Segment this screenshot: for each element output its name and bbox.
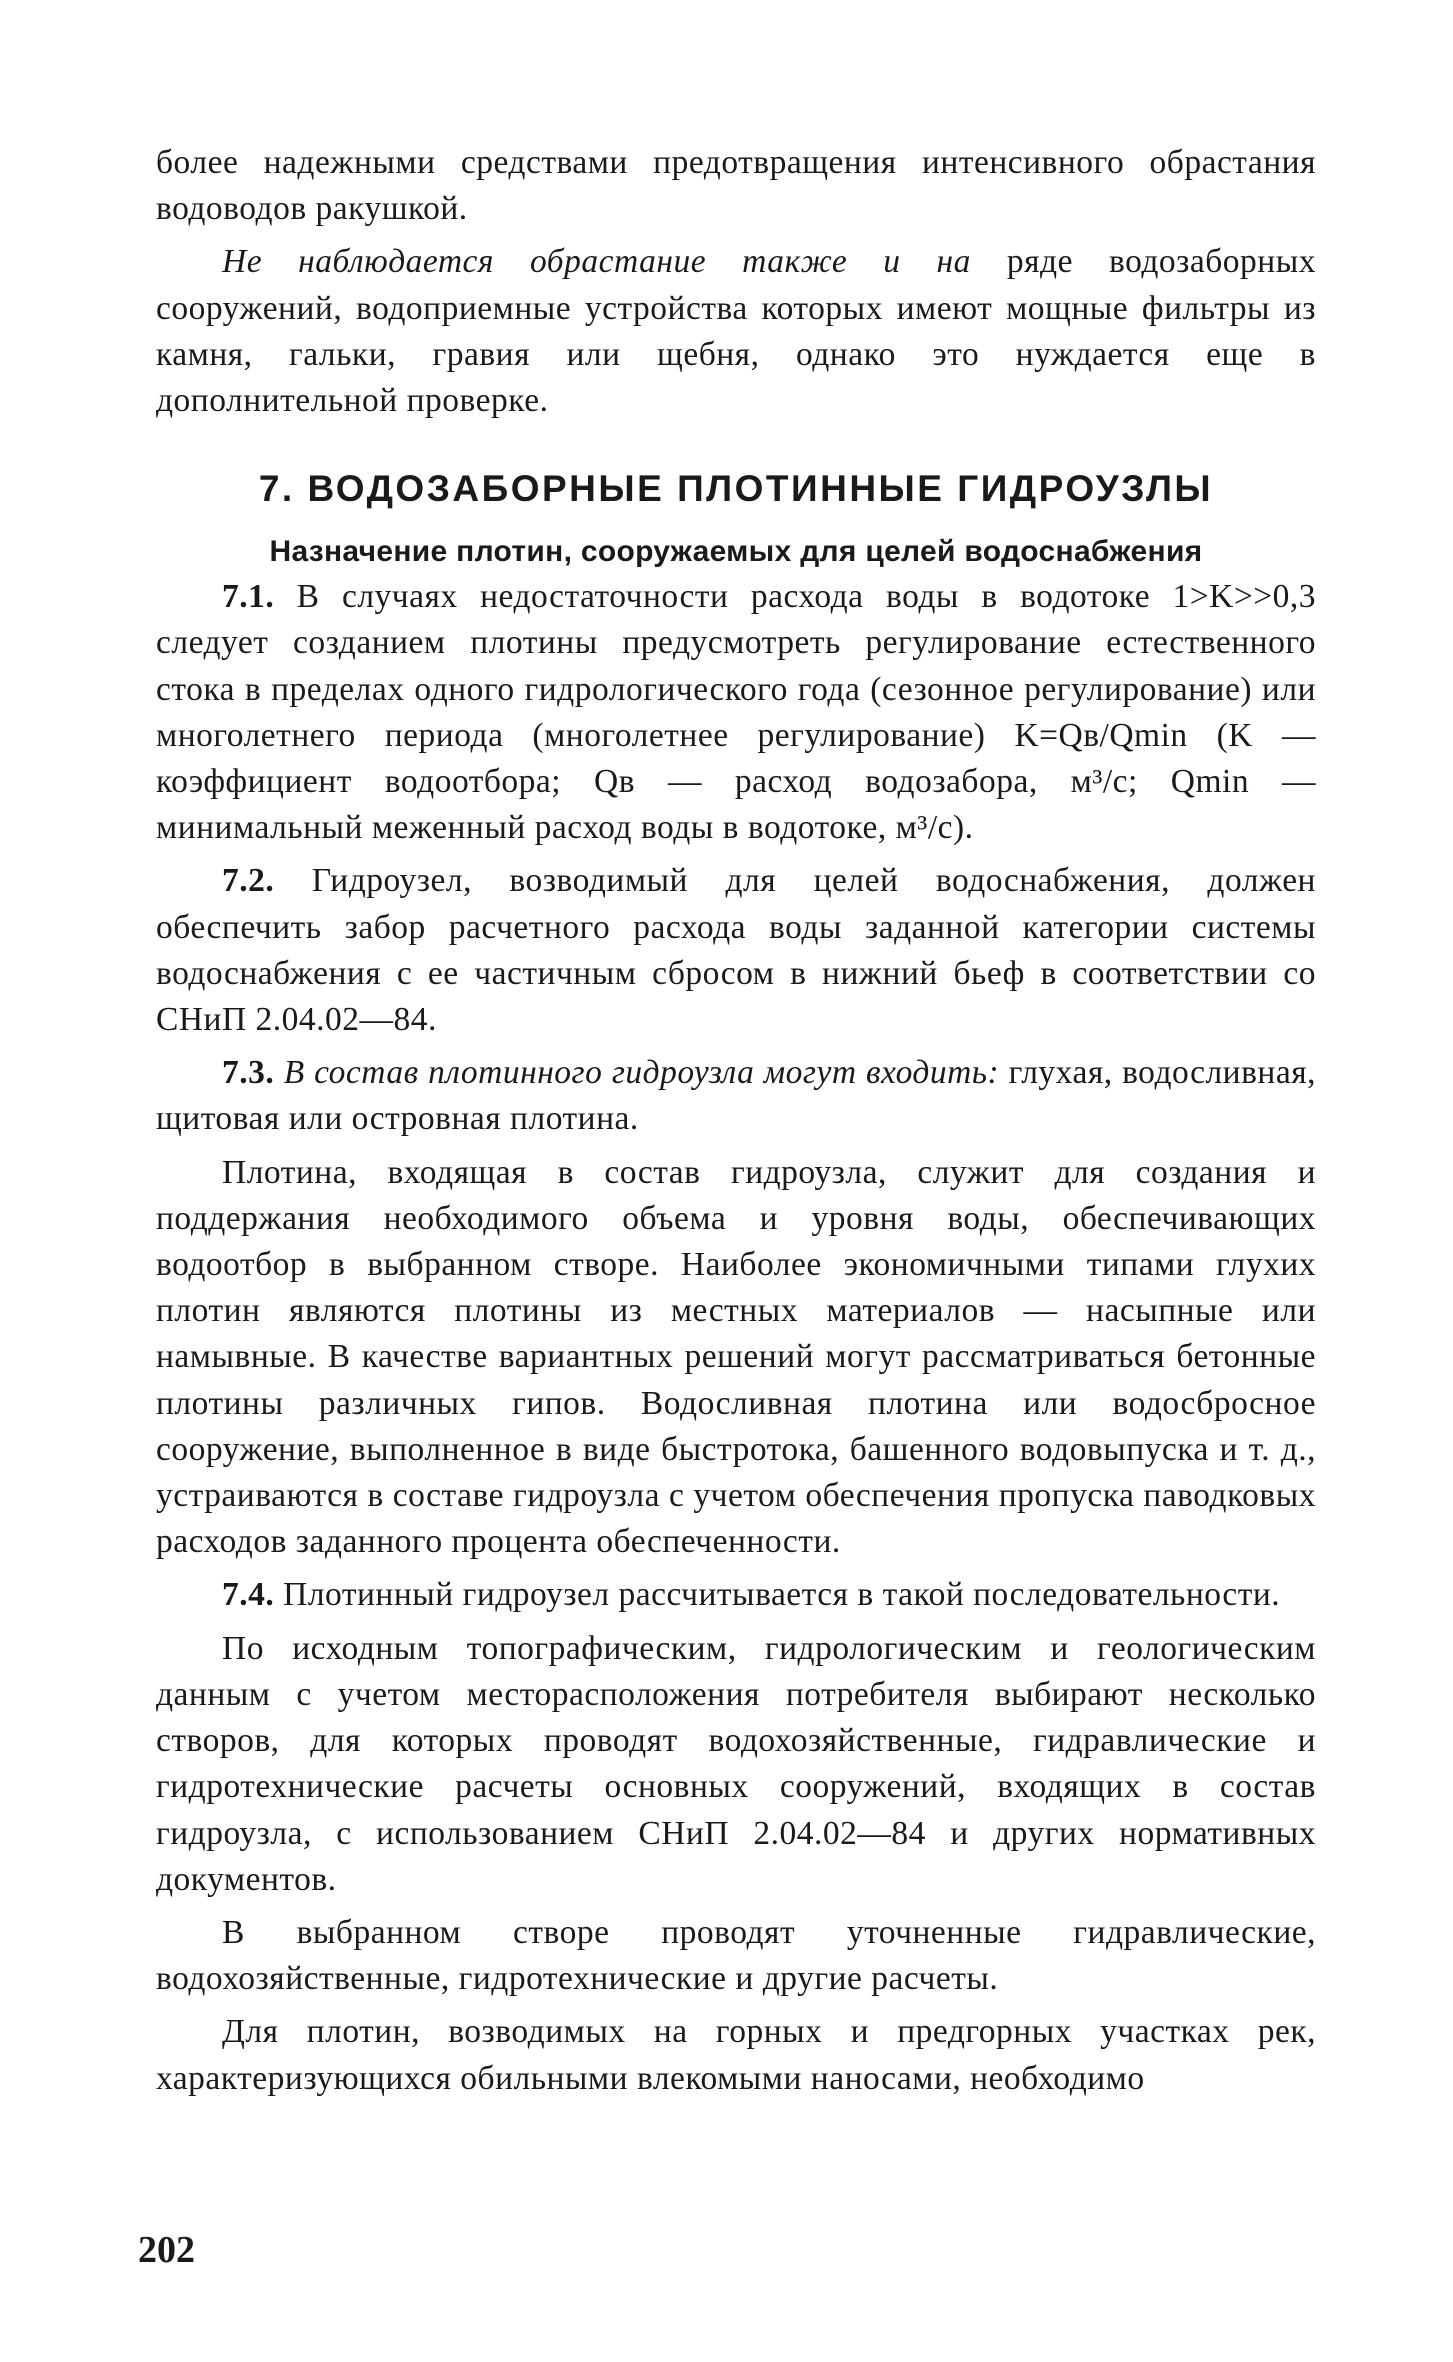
clause-italic: В состав плотинного гидроузла могут входить:: [274, 1054, 1000, 1092]
italic-phrase: Не наблюдается обрастание также и на: [222, 243, 971, 281]
paragraph-fouling-note: [156, 239, 1316, 424]
clause-7-3: [156, 1050, 1316, 1142]
section-title: 7. ВОДОЗАБОРНЫЕ ПЛОТИННЫЕ ГИДРОУЗЛЫ: [258, 468, 1214, 510]
page-body: [156, 140, 1316, 2102]
paragraph-selected-site: В выбранном створе проводят уточненные гидравлические, водохозяйственные, гидротехнические и другие расчеты.: [156, 1913, 1316, 1998]
clause-text: Гидроузел, возводимый для целей водоснабжения, должен обеспечить забор расчетного расхода воды заданной категории системы водоснабжения с ее частичным сбросом в нижний бьеф в соответствии со СНиП 2.04.02—84.: [156, 862, 1316, 1039]
paragraph-source-data: По исходным топографическим, гидрологическим и геологическим данным с учетом месторасположения потребителя выбирают несколько створов, для которых проводят водохозяйственные, гидравлические и гидротехнические расчеты основных сооружений, входящих в состав гидроузла, с использованием СНиП 2.04.02—84 и других нормативных документов.: [156, 1629, 1316, 1898]
clause-number: 7.3.: [222, 1054, 275, 1092]
clause-text: глухая, водосливная, щитовая или островная плотина.: [156, 1054, 1316, 1138]
paragraph-ending-prev: более надежными средствами предотвращения интенсивного обрастания водоводов ракушкой.: [156, 144, 1316, 228]
clause-text: В случаях недостаточности расхода воды в водотоке 1>K>>0,3 следует созданием плотины предусмотреть регулирование естественного стока в пределах одного гидрологического года (сезонное регулирование) или многолетнего периода (многолетнее регулирование) K=Qв/Qmin (K — коэффициент водоотбора; Qв — расход водозабора, м³/с; Qmin — минимальный меженный расход воды в водотоке, м³/с).: [156, 578, 1316, 847]
clause-7-1: [156, 574, 1316, 851]
clause-text: Плотинный гидроузел рассчитывается в такой последовательности.: [274, 1576, 1281, 1614]
clause-number: 7.1.: [222, 578, 275, 616]
clause-7-2: [156, 858, 1316, 1043]
clause-number: 7.4.: [222, 1576, 275, 1614]
paragraph-text: ряде водозаборных сооружений, водоприемные устройства которых имеют мощные фильтры из камня, гальки, гравия или щебня, однако это нуждается еще в дополнительной проверке.: [156, 243, 1316, 420]
page-number: 202: [138, 2229, 195, 2271]
clause-7-4: [156, 1572, 1316, 1618]
paragraph-mountain-rivers: Для плотин, возводимых на горных и предгорных участках рек, характеризующихся обильными влекомыми наносами, необходимо: [156, 2013, 1316, 2097]
paragraph-dam-description: Плотина, входящая в состав гидроузла, служит для создания и поддержания необходимого объема и уровня воды, обеспечивающих водоотбор в выбранном створе. Наиболее экономичными типами глухих плотин являются плотины из местных материалов — насыпные или намывные. В качестве вариантных решений могут рассматриваться бетонные плотины различных гипов. Водосливная плотина или водосбросное сооружение, выполненное в виде быстротока, башенного водовыпуска и т. д., устраиваются в составе гидроузла с учетом обеспечения пропуска паводковых расходов заданного процента обеспеченности.: [156, 1153, 1316, 1561]
clause-number: 7.2.: [222, 862, 275, 900]
section-subtitle: Назначение плотин, сооружаемых для целей водоснабжения: [269, 535, 1203, 569]
